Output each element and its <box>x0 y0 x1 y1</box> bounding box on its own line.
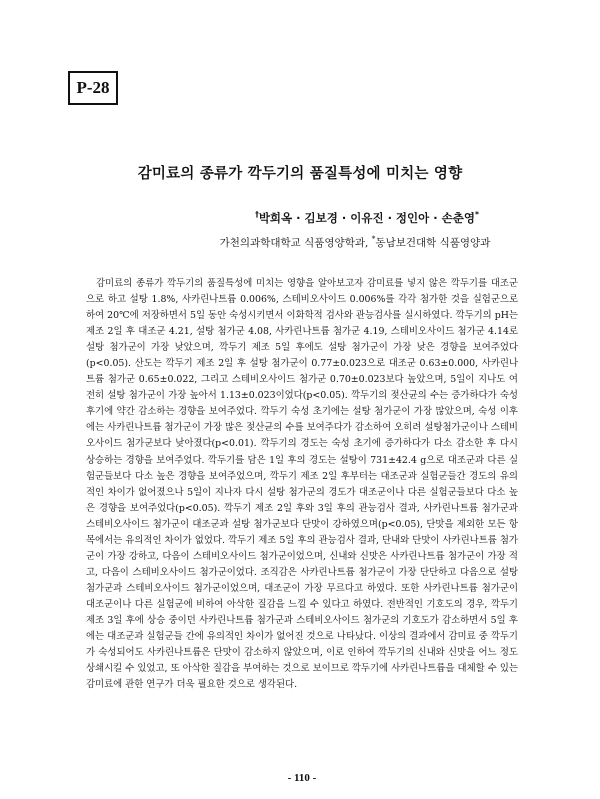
abstract-paragraph: 감미료의 종류가 깍두기의 품질특성에 미치는 영향을 알아보고자 감미료를 넣지 않은 깍두기를 대조군으로 하고 설탕 1.8%, 사카린나트륨 0.006%, 스테비오사이드 0.006%를 각각 첨가한 것을 실험군으로 하여 20℃에 저장하면서 5일 동안 숙성시키면서 이화학적 검사와 관능검사를 실시하였다. 깍두기의 pH는 제조 2일 후 대조군 4.21, 설탕 첨가군 4.08, 사카린나트륨 첨가군 4.19, 스테비오사이드 첨가군 4.14로 설탕 첨가군이 가장 낮았으며, 깍두기 제조 5일 후에도 설탕 첨가군이 가장 낮은 경향을 보여주었다(p<0.05). 산도는 깍두기 제조 2일 후 설탕 첨가군이 0.77±0.023으로 대조군 0.63±0.000, 사카린나트륨 첨가군 0.65±0.022, 그리고 스테비오사이드 첨가군 0.70±0.023보다 높았으며, 5일이 지나도 여전히 설탕 첨가군이 가장 높아서 1.13±0.023이었다(p<0.05). 깍두기의 젖산균의 수는 증가하다가 숙성 후기에 약간 감소하는 경향을 보여주었다. 깍두기 숙성 초기에는 설탕 첨가군이 가장 많았으며, 숙성 이후에는 사카린나트륨 첨가군이 가장 많은 젖산균의 수를 보여주다가 감소하여 오히려 설탕첨가군이나 스테비오사이드 첨가군보다 낮아졌다(p<0.01). 깍두기의 경도는 숙성 초기에 증가하다가 다소 감소한 후 다시 상승하는 경향을 보여주었다. 깍두기를 담은 1일 후의 경도는 설탕이 731±42.4 g으로 대조군과 다른 실험군들보다 다소 높은 경향을 보여주었으며, 깍두기 제조 2일 후부터는 대조군과 실험군들간 경도의 유의적인 차이가 없어졌으나 5일이 지나자 다시 설탕 첨가군의 경도가 대조군이나 다른 실험군들보다 다소 높은 경향을 보여주었다(p<0.05). 깍두기 제조 2일 후와 3일 후의 관능검사 결과, 사카린나트륨 첨가군과 스테비오사이드 첨가군이 대조군과 설탕 첨가군보다 단맛이 강하였으며(p<0.05), 단맛을 제외한 모든 항목에서는 유의적인 차이가 없었다. 깍두기 제조 5일 후의 관능검사 결과, 단내와 단맛이 사카린나트륨 첨가군이 가장 강하고, 다음이 스테비오사이드 첨가군이었으며, 신내와 신맛은 사카린나트륨 첨가군이 가장 적고, 다음이 스테비오사이드 첨가군이었다. 조직감은 사카린나트륨 첨가군이 가장 단단하고 다음으로 설탕첨가군과 스테비오사이드 첨가군이었으며, 대조군이 가장 무르다고 하였다. 또한 사카린나트륨 첨가군이 대조군이나 다른 실험군에 비하여 아삭한 질감을 느낄 수 있다고 하였다. 전반적인 기호도의 경우, 깍두기 제조 3일 후에 상승 중이던 사카린나트륨 첨가군과 스테비오사이드 첨가군의 기호도가 감소하면서 5일 후에는 대조군과 실험군들 간에 유의적인 차이가 없어진 것으로 나타났다. 이상의 결과에서 감미료 중 깍두기가 숙성되어도 사카린나트륨은 단맛이 감소하지 않았으며, 이로 인하여 깍두기의 신내와 신맛을 어느 정도 상쇄시킬 수 있었고, 또 아삭한 질감을 부여하는 것으로 보이므로 깍두기에 사카린나트륨을 대체할 수 있는 감미료에 관한 연구가 더욱 필요한 것으로 생각된다. <box>86 278 518 691</box>
affiliation-secondary: 동남보건대학 식품영양과 <box>375 237 491 249</box>
session-code-badge: P-28 <box>68 71 118 105</box>
paper-title: 감미료의 종류가 깍두기의 품질특성에 미치는 영향 <box>137 166 463 182</box>
affiliation-secondary-marker: * <box>371 234 376 243</box>
affiliation-primary: 가천의과학대학교 식품영양학과, <box>219 237 369 249</box>
corresponding-author-marker: † <box>255 210 259 219</box>
page-number: - 110 - <box>287 772 317 784</box>
author-names: 박희옥 · 김보경 · 이유진 · 정인아 · 손춘영 <box>258 211 475 225</box>
author-list <box>0 210 600 226</box>
affiliation-marker: * <box>474 210 479 219</box>
affiliation-line <box>0 235 600 250</box>
abstract-body <box>86 276 518 693</box>
